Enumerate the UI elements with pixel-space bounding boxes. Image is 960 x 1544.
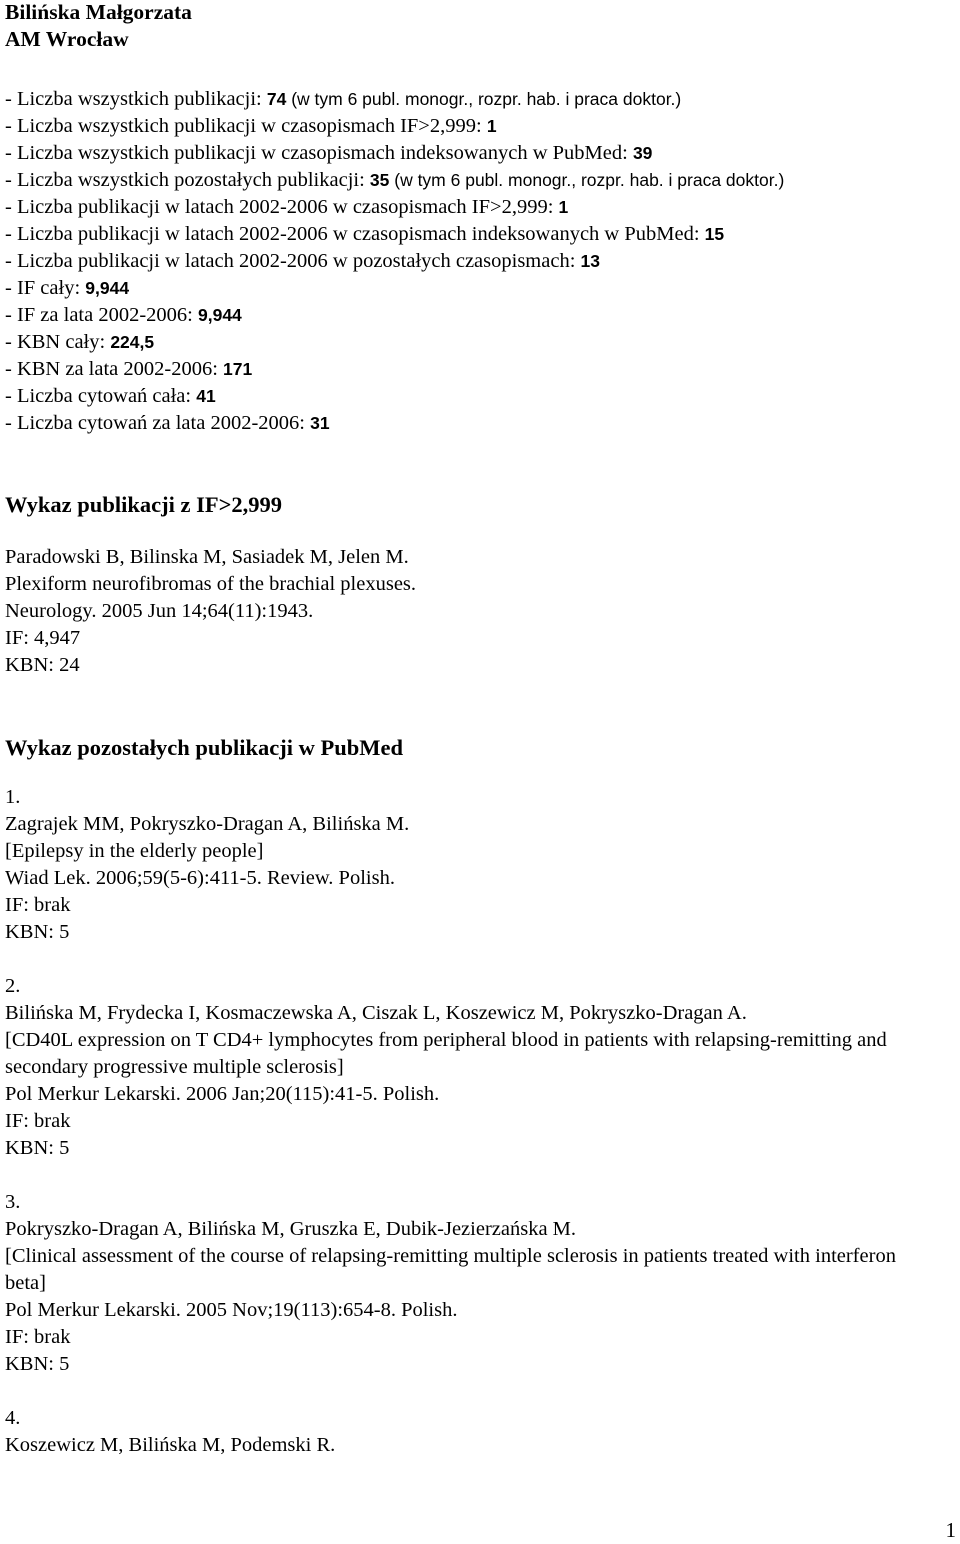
stat-value: 15 xyxy=(704,224,725,244)
entry-number: 3. xyxy=(5,1191,21,1213)
list-item xyxy=(5,973,955,1162)
document-header xyxy=(5,0,955,53)
stat-value: 31 xyxy=(310,413,330,433)
pubmed-publication-list xyxy=(5,784,955,1459)
stat-value: 9,944 xyxy=(85,278,130,298)
stat-line xyxy=(5,329,955,356)
stat-label: - Liczba wszystkich publikacji w czasopismach IF>2,999: xyxy=(5,115,487,137)
stat-value: 171 xyxy=(223,359,253,379)
publication-if: IF: 4,947 xyxy=(5,627,81,649)
stat-value: 41 xyxy=(196,386,216,406)
stat-label: - Liczba publikacji w latach 2002-2006 w pozostałych czasopismach: xyxy=(5,250,581,272)
publication-journal: Pol Merkur Lekarski. 2005 Nov;19(113):654-8. Polish. xyxy=(5,1299,458,1321)
stat-line xyxy=(5,167,955,194)
stat-value: 9,944 xyxy=(198,305,242,325)
stat-label: - Liczba wszystkich pozostałych publikacji: xyxy=(5,169,370,191)
publication-authors: Koszewicz M, Bilińska M, Podemski R. xyxy=(5,1434,336,1456)
entry-number: 4. xyxy=(5,1407,21,1429)
publication-if: IF: brak xyxy=(5,1326,71,1348)
stat-line xyxy=(5,221,955,248)
list-item xyxy=(5,1189,955,1378)
publication-journal: Wiad Lek. 2006;59(5-6):411-5. Review. Polish. xyxy=(5,867,395,889)
if-section-heading: Wykaz publikacji z IF>2,999 xyxy=(5,492,283,517)
statistics-list xyxy=(5,86,955,437)
document-page xyxy=(5,0,955,1459)
pubmed-section-heading: Wykaz pozostałych publikacji w PubMed xyxy=(5,735,403,760)
publication-kbn: KBN: 24 xyxy=(5,654,80,676)
stat-line xyxy=(5,86,955,113)
publication-authors: Bilińska M, Frydecka I, Kosmaczewska A, Ciszak L, Koszewicz M, Pokryszko-Dragan A. xyxy=(5,1002,747,1024)
publication-if: IF: brak xyxy=(5,894,71,916)
stat-line xyxy=(5,140,955,167)
stat-line xyxy=(5,194,955,221)
stat-label: - Liczba wszystkich publikacji w czasopismach indeksowanych w PubMed: xyxy=(5,142,633,164)
publication-authors: Paradowski B, Bilinska M, Sasiadek M, Jelen M. xyxy=(5,546,409,568)
list-item xyxy=(5,784,955,946)
stat-line xyxy=(5,248,955,275)
stat-value: 74 xyxy=(266,89,287,109)
publication-title: [CD40L expression on T CD4+ lymphocytes from peripheral blood in patients with relapsing-remitting and secondary progressive multiple sclerosis] xyxy=(5,1029,887,1078)
stat-label: - Liczba cytowań cała: xyxy=(5,385,197,407)
institution-name: AM Wrocław xyxy=(5,27,129,51)
stat-line xyxy=(5,410,955,437)
stat-value: 39 xyxy=(632,143,653,163)
stat-line xyxy=(5,356,955,383)
publication-kbn: KBN: 5 xyxy=(5,1353,70,1375)
if-publication-entry xyxy=(5,544,955,679)
publication-journal: Neurology. 2005 Jun 14;64(11):1943. xyxy=(5,600,314,622)
publication-kbn: KBN: 5 xyxy=(5,1137,70,1159)
stat-value: 35 xyxy=(369,170,390,190)
entry-number: 1. xyxy=(5,786,21,808)
publication-title: [Clinical assessment of the course of relapsing-remitting multiple sclerosis in patients treated with interferon beta] xyxy=(5,1245,896,1294)
stat-label: - KBN za lata 2002-2006: xyxy=(5,358,224,380)
stat-label: - IF za lata 2002-2006: xyxy=(5,304,198,326)
publication-authors: Pokryszko-Dragan A, Bilińska M, Gruszka E, Dubik-Jezierzańska M. xyxy=(5,1218,577,1240)
stat-value: 1 xyxy=(486,116,497,136)
stat-line xyxy=(5,383,955,410)
stat-value: 13 xyxy=(580,251,600,271)
publication-journal: Pol Merkur Lekarski. 2006 Jan;20(115):41-5. Polish. xyxy=(5,1083,440,1105)
publication-title: [Epilepsy in the elderly people] xyxy=(5,840,264,862)
stat-note: (w tym 6 publ. monogr., rozpr. hab. i praca doktor.) xyxy=(286,89,682,109)
stat-label: - IF cały: xyxy=(5,277,86,299)
stat-label: - Liczba publikacji w latach 2002-2006 w czasopismach indeksowanych w PubMed: xyxy=(5,223,705,245)
stat-label: - KBN cały: xyxy=(5,331,111,353)
stat-line xyxy=(5,302,955,329)
page-number: 1 xyxy=(945,1518,956,1542)
stat-line xyxy=(5,275,955,302)
list-item xyxy=(5,1405,955,1459)
stat-note: (w tym 6 publ. monogr., rozpr. hab. i praca doktor.) xyxy=(389,170,785,190)
stat-label: - Liczba wszystkich publikacji: xyxy=(5,88,267,110)
publication-authors: Zagrajek MM, Pokryszko-Dragan A, Bilińska M. xyxy=(5,813,410,835)
stat-value: 224,5 xyxy=(110,332,155,352)
author-name: Bilińska Małgorzata xyxy=(5,0,192,24)
stat-line xyxy=(5,113,955,140)
publication-title: Plexiform neurofibromas of the brachial plexuses. xyxy=(5,573,417,595)
stat-value: 1 xyxy=(558,197,569,217)
publication-kbn: KBN: 5 xyxy=(5,921,70,943)
stat-label: - Liczba publikacji w latach 2002-2006 w czasopismach IF>2,999: xyxy=(5,196,559,218)
publication-if: IF: brak xyxy=(5,1110,71,1132)
stat-label: - Liczba cytowań za lata 2002-2006: xyxy=(5,412,311,434)
entry-number: 2. xyxy=(5,975,21,997)
